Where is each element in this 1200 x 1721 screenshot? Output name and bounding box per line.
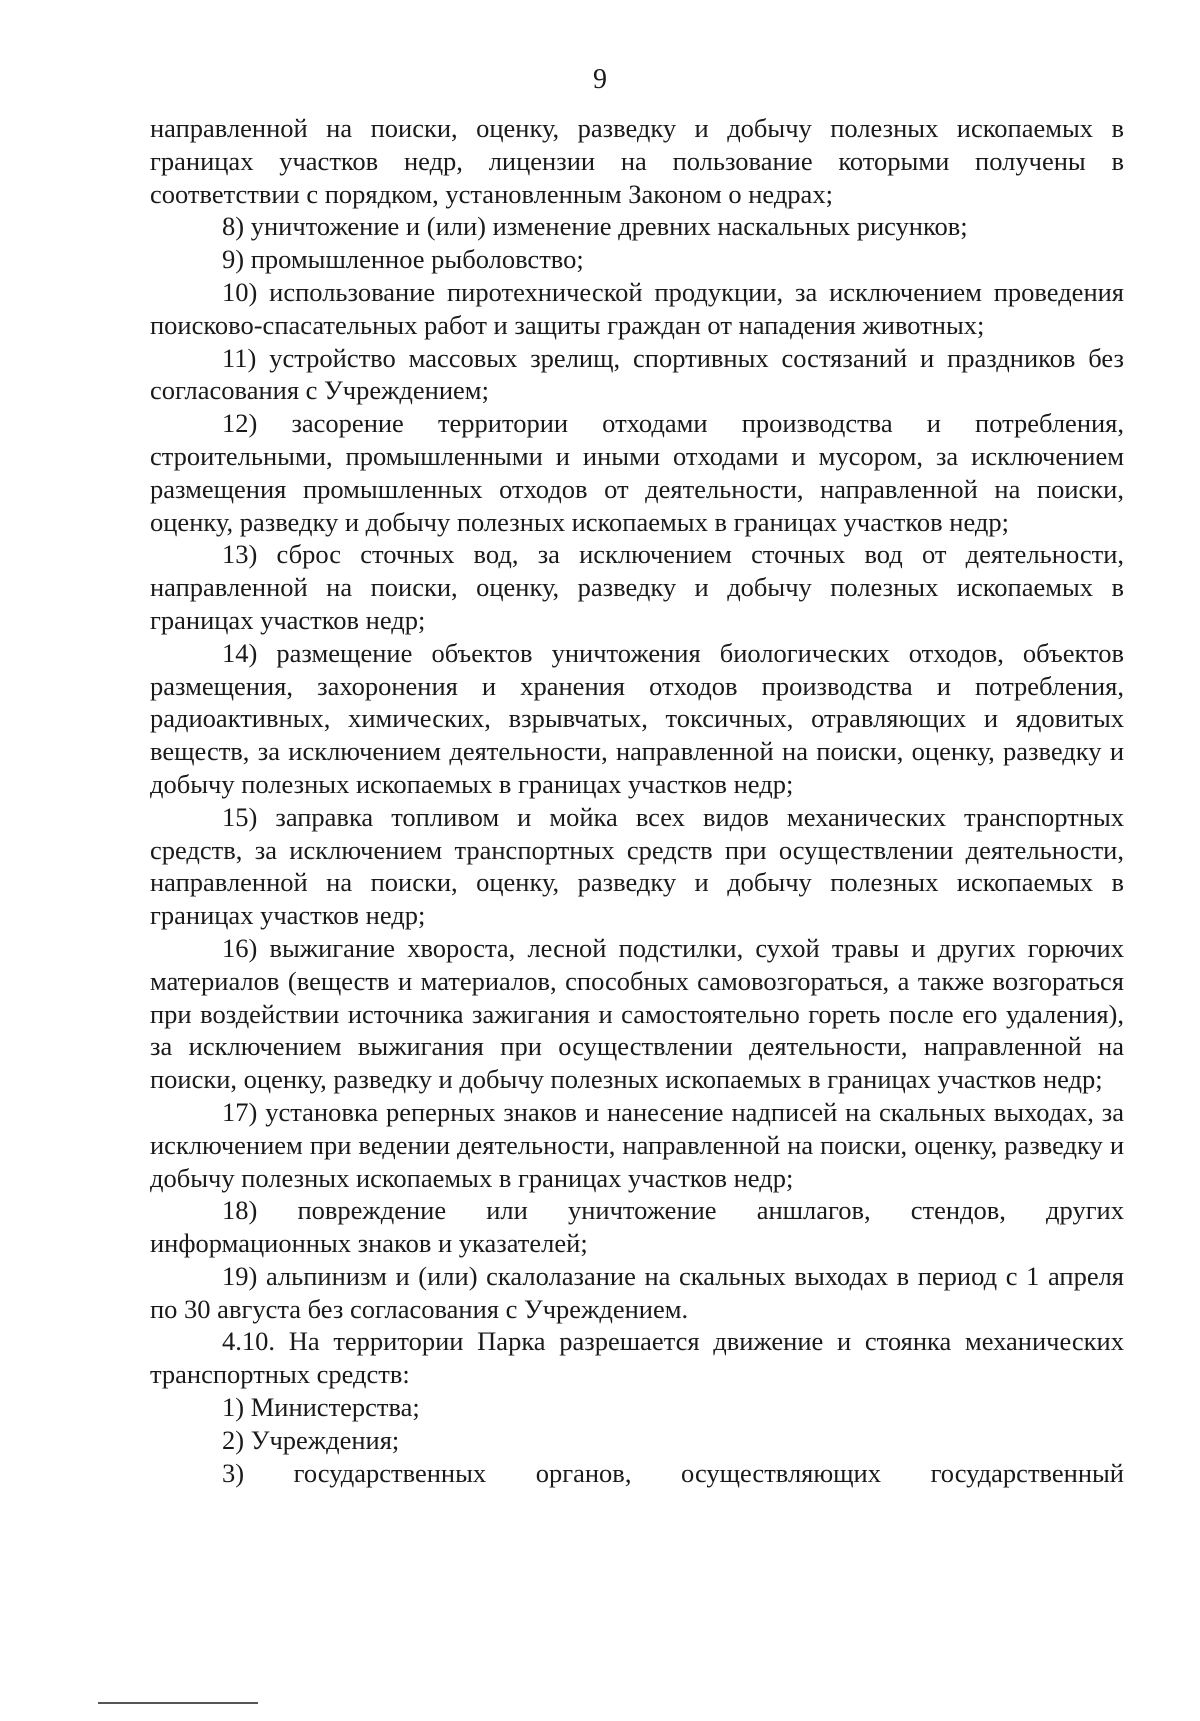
list-item-19: 19) альпинизм и (или) скалолазание на скальных выходах в период с 1 апреля по 30 августа без согласования с Учреждением.	[150, 1260, 1124, 1324]
footer-rule	[98, 1702, 258, 1704]
list-item-11: 11) устройство массовых зрелищ, спортивных состязаний и праздников без согласования с Учреждением;	[150, 342, 1124, 406]
list-item-17: 17) установка реперных знаков и нанесение надписей на скальных выходах, за исключением при ведении деятельности, направленной на поиски, оценку, разведку и добычу полезных ископаемых в границах участков недр;	[150, 1096, 1124, 1193]
list-item-16: 16) выжигание хвороста, лесной подстилки, сухой травы и других горючих материалов (веществ и материалов, способных самовозгораться, а также возгораться при воздействии источника зажигания и самостоятельно гореть после его удаления), за исключением выжигания при осуществлении деятельности, направленной на поиски, оценку, разведку и добычу полезных ископаемых в границах участков недр;	[150, 932, 1124, 1095]
list-item-10: 10) использование пиротехнической продукции, за исключением проведения поисково-спасательных работ и защиты граждан от нападения животных;	[150, 276, 1124, 340]
page-number: 9	[593, 64, 607, 95]
list-item-15: 15) заправка топливом и мойка всех видов механических транспортных средств, за исключением транспортных средств при осуществлении деятельности, направленной на поиски, оценку, разведку и добычу полезных ископаемых в границах участков недр;	[150, 801, 1124, 931]
list-item-9: 9) промышленное рыболовство;	[222, 244, 584, 275]
list-item-14: 14) размещение объектов уничтожения биологических отходов, объектов размещения, захоронения и хранения отходов производства и потребления, радиоактивных, химических, взрывчатых, токсичных, отравляющих и ядовитых веществ, за исключением деятельности, направленной на поиски, оценку, разведку и добычу полезных ископаемых в границах участков недр;	[150, 637, 1124, 799]
list-item-12: 12) засорение территории отходами производства и потребления, строительными, промышленными и иными отходами и мусором, за исключением размещения промышленных отходов от деятельности, направленной на поиски, оценку, разведку и добычу полезных ископаемых в границах участков недр;	[150, 408, 1124, 537]
list-item-1: 1) Министерства;	[222, 1392, 420, 1423]
paragraph-continuation: направленной на поиски, оценку, разведку и добычу полезных ископаемых в границах участков недр, лицензии на пользование которыми получены в соответствии с порядком, установленным Законом о недрах;	[150, 113, 1124, 209]
list-item-2: 2) Учреждения;	[222, 1424, 400, 1455]
list-item-8: 8) уничтожение и (или) изменение древних наскальных рисунков;	[222, 211, 968, 242]
section-4-10: 4.10. На территории Парка разрешается движение и стоянка механических транспортных средств:	[150, 1326, 1124, 1390]
list-item-3: 3) государственных органов, осуществляющих государственный	[222, 1457, 1124, 1488]
list-item-13: 13) сброс сточных вод, за исключением сточных вод от деятельности, направленной на поиски, оценку, разведку и добычу полезных ископаемых в границах участков недр;	[150, 539, 1124, 635]
list-item-18: 18) повреждение или уничтожение аншлагов, стендов, других информационных знаков и указателей;	[150, 1195, 1124, 1259]
document-body	[150, 112, 1124, 1489]
